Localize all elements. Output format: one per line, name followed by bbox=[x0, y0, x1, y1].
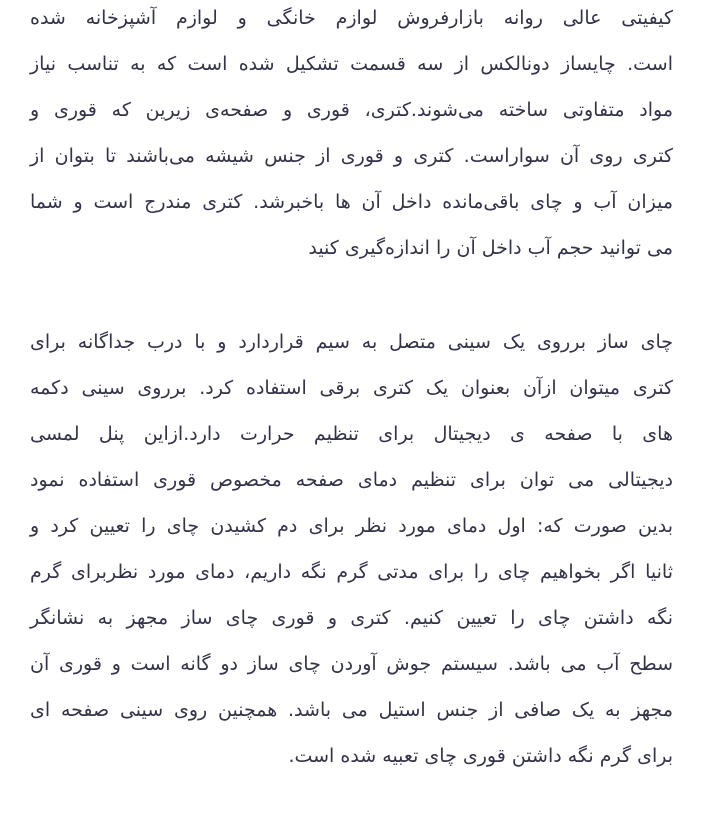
text-line: کیفیتی عالی روانه بازارفروش لوازم خانگی و لوازم آشپزخانه شده bbox=[30, 7, 673, 29]
text-line: مجهز به یک صافی از جنس استیل می باشد. همچنین روی سینی صفحه ای bbox=[30, 699, 673, 721]
text-line: های با صفحه ی دیجیتال برای تنظیم حرارت دارد.ازاین پنل لمسی bbox=[30, 423, 673, 445]
text-line: کتری روی آن سواراست. کتری و قوری از جنس شیشه می‌باشند تا بتوان از bbox=[30, 145, 673, 167]
text-line: است. چایساز دونالکس از سه قسمت تشکیل شده است که به تناسب نیاز bbox=[30, 53, 673, 75]
text-line: می توانید حجم آب داخل آن را اندازه‌گیری کنید bbox=[308, 237, 673, 259]
text-line: نگه داشتن چای را تعیین کنیم. کتری و قوری چای ساز مجهز به نشانگر bbox=[30, 607, 673, 629]
text-line: کتری میتوان ازآن بعنوان یک کتری برقی استفاده کرد. برروی سینی دکمه bbox=[30, 377, 673, 399]
text-line: میزان آب و چای باقی‌مانده داخل آن ها باخبرشد. کتری مندرج است و شما bbox=[30, 191, 673, 213]
text-line: سطح آب می باشد. سیستم جوش آوردن چای ساز دو گانه است و قوری آن bbox=[30, 653, 673, 675]
text-line: ثانیا اگر بخواهیم چای را برای مدتی گرم نگه داریم، دمای مورد نظربرای گرم bbox=[30, 561, 673, 583]
text-line: مواد متفاوتی ساخته می‌شوند.کتری، قوری و صفحه‌ی زیرین که قوری و bbox=[30, 99, 673, 121]
text-line: دیجیتالی می توان برای تنظیم دمای صفحه مخصوص قوری استفاده نمود bbox=[30, 469, 673, 491]
text-line: برای گرم نگه داشتن قوری چای تعبیه شده است. bbox=[288, 745, 673, 767]
text-line: چای ساز برروی یک سینی متصل به سیم قراردارد و با درب جداگانه برای bbox=[30, 331, 673, 353]
text-line: بدین صورت که: اول دمای مورد نظر برای دم کشیدن چای را تعیین کرد و bbox=[30, 515, 673, 537]
